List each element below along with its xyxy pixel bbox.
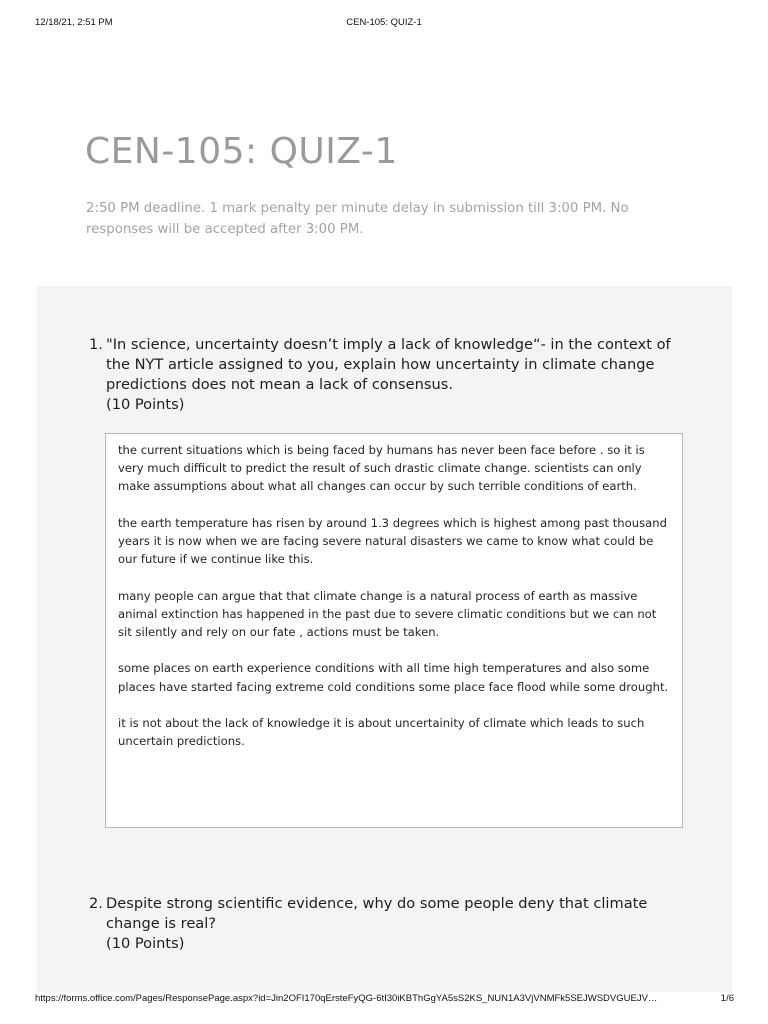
question-number: 1.: [89, 336, 103, 353]
question-text: Despite strong scientific evidence, why do some people deny that climate change is real?: [106, 895, 648, 932]
answer-paragraph: some places on earth experience conditions with all time high temperatures and also some places have started facing extreme cold conditions some place face flood while some drought.: [118, 661, 669, 694]
answer-text-box[interactable]: [105, 433, 683, 828]
question-1: [89, 335, 689, 415]
print-page-title: CEN-105: QUIZ-1: [346, 17, 422, 28]
answer-paragraph: it is not about the lack of knowledge it is about uncertainity of climate which leads to such uncertain predictions.: [118, 715, 645, 749]
answer-paragraph: many people can argue that that climate change is a natural process of earth as massive animal extinction has happened in the past due to severe climatic conditions but we can not sit silently and rely on our fate , actions must be taken.: [118, 588, 657, 639]
question-points: (10 Points): [106, 396, 185, 413]
question-points: (10 Points): [106, 935, 185, 952]
question-2: [89, 894, 689, 954]
form-title: CEN-105: QUIZ-1: [85, 131, 398, 172]
question-text: "In science, uncertainty doesn’t imply a lack of knowledge“- in the context of the NYT article assigned to you, explain how uncertainty in climate change predictions does not mean a lack of consensus.: [106, 336, 671, 393]
answer-paragraph: the earth temperature has risen by around 1.3 degrees which is highest among past thousand years it is now when we are facing severe natural disasters we came to know what could be our future if we continue like this.: [118, 515, 667, 567]
answer-paragraph: the current situations which is being faced by humans has never been face before . so it is very much difficult to predict the result of such drastic climate change. scientists can only make assumptions about what all changes can occur by such terrible conditions of earth.: [118, 443, 645, 494]
print-url: https://forms.office.com/Pages/ResponsePage.aspx?id=Jin2OFI170qErsteFyQG-6tI30iKBThGgYA5sS2KS_NUN1A3VjVNMFk5SEJWSDVGUEJV…: [35, 993, 658, 1004]
print-datetime: 12/18/21, 2:51 PM: [35, 17, 113, 28]
form-description: 2:50 PM deadline. 1 mark penalty per minute delay in submission till 3:00 PM. No responses will be accepted after 3:00 PM.: [86, 201, 629, 237]
question-number: 2.: [89, 895, 103, 912]
print-header: [0, 17, 768, 31]
print-footer: [0, 993, 768, 1007]
print-page-number: 1/6: [720, 993, 734, 1004]
